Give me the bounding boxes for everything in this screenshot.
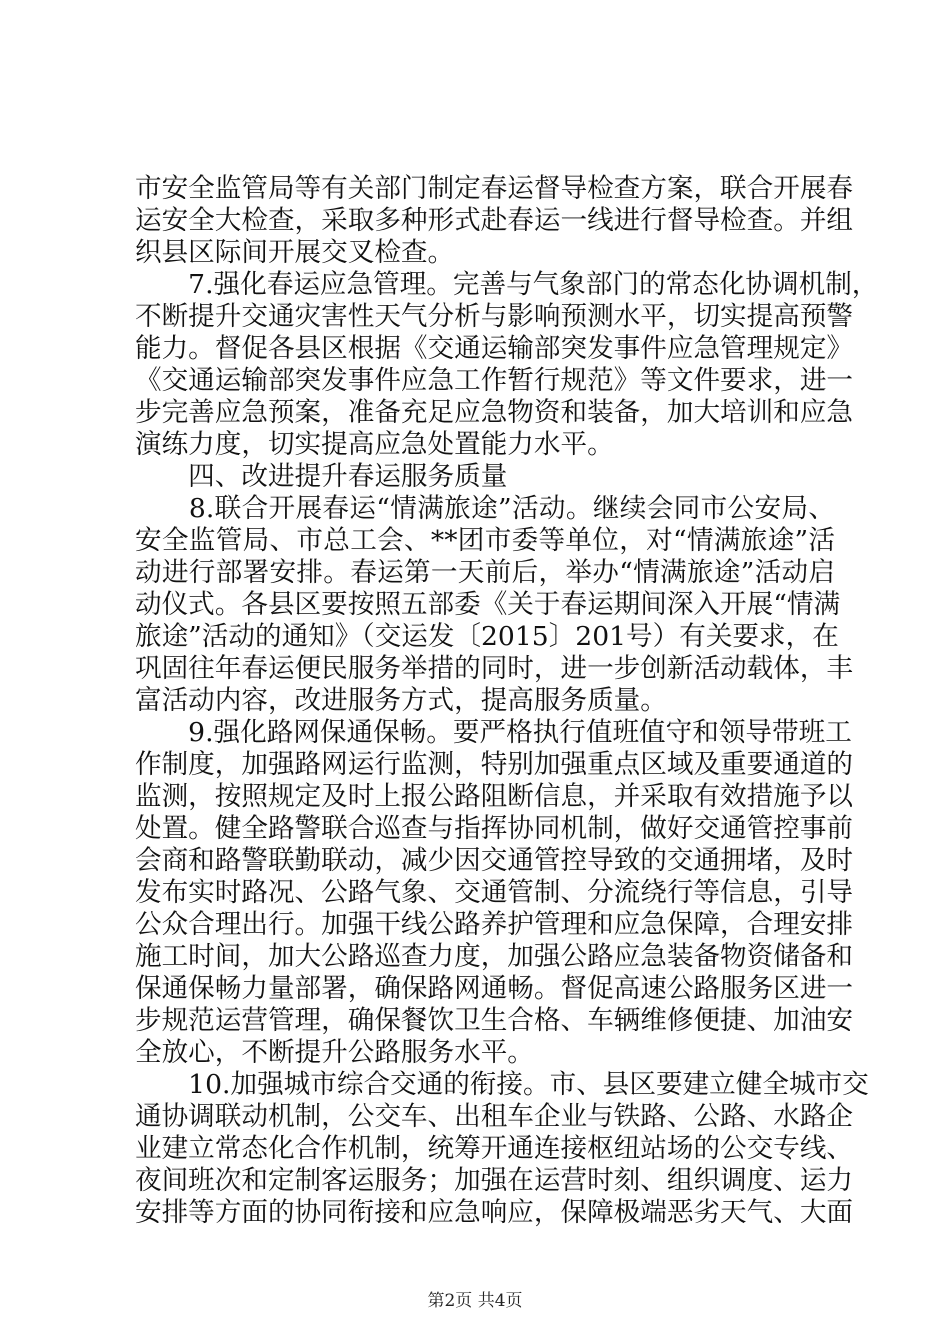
text-line: 会商和路警联勤联动，减少因交通管控导致的交通拥堵，及时 <box>135 845 854 876</box>
text-line: 旅途”活动的通知》（交运发〔2015〕201号）有关要求，在 <box>135 621 839 652</box>
text-line: 10.加强城市综合交通的衔接。市、县区要建立健全城市交 <box>135 1069 869 1100</box>
text-line: 安排等方面的协同衔接和应急响应，保障极端恶劣天气、大面 <box>135 1197 854 1228</box>
text-line: 保通保畅力量部署，确保路网通畅。督促高速公路服务区进一 <box>135 973 854 1004</box>
text-line: 富活动内容，改进服务方式，提高服务质量。 <box>135 685 667 716</box>
text-line: 发布实时路况、公路气象、交通管制、分流绕行等信息，引导 <box>135 877 854 908</box>
text-line: 《交通运输部突发事件应急工作暂行规范》等文件要求，进一 <box>135 365 854 396</box>
text-line: 运安全大检查，采取多种形式赴春运一线进行督导检查。并组 <box>135 205 854 236</box>
text-line: 安全监管局、市总工会、**团市委等单位，对“情满旅途”活 <box>135 525 835 556</box>
text-line: 作制度，加强路网运行监测，特别加强重点区域及重要通道的 <box>135 749 854 780</box>
text-line: 监测，按照规定及时上报公路阻断信息，并采取有效措施予以 <box>135 781 854 812</box>
text-line: 通协调联动机制，公交车、出租车企业与铁路、公路、水路企 <box>135 1101 854 1132</box>
text-line: 夜间班次和定制客运服务；加强在运营时刻、组织调度、运力 <box>135 1165 854 1196</box>
text-line: 7.强化春运应急管理。完善与气象部门的常态化协调机制， <box>135 269 879 300</box>
text-line: 步完善应急预案，准备充足应急物资和装备，加大培训和应急 <box>135 397 854 428</box>
text-line: 步规范运营管理，确保餐饮卫生合格、车辆维修便捷、加油安 <box>135 1005 854 1036</box>
text-line: 演练力度，切实提高应急处置能力水平。 <box>135 429 614 460</box>
text-line: 施工时间，加大公路巡查力度，加强公路应急装备物资储备和 <box>135 941 854 972</box>
text-line: 公众合理出行。加强干线公路养护管理和应急保障，合理安排 <box>135 909 854 940</box>
page-number: 第2页 共4页 <box>427 1291 523 1311</box>
text-line: 动仪式。各县区要按照五部委《关于春运期间深入开展“情满 <box>135 589 841 620</box>
text-line: 织县区际间开展交叉检查。 <box>135 237 455 268</box>
text-line: 动进行部署安排。春运第一天前后，举办“情满旅途”活动启 <box>135 557 835 588</box>
text-line: 巩固往年春运便民服务举措的同时，进一步创新活动载体，丰 <box>135 653 854 684</box>
text-line: 处置。健全路警联合巡查与指挥协同机制，做好交通管控事前 <box>135 813 854 844</box>
text-line: 业建立常态化合作机制，统筹开通连接枢纽站场的公交专线、 <box>135 1133 854 1164</box>
text-line: 不断提升交通灾害性天气分析与影响预测水平，切实提高预警 <box>135 301 854 332</box>
text-line: 8.联合开展春运“情满旅途”活动。继续会同市公安局、 <box>135 493 835 524</box>
text-line: 能力。督促各县区根据《交通运输部突发事件应急管理规定》 <box>135 333 854 364</box>
text-line: 9.强化路网保通保畅。要严格执行值班值守和领导带班工 <box>135 717 852 748</box>
text-line: 全放心，不断提升公路服务水平。 <box>135 1037 534 1068</box>
text-line: 市安全监管局等有关部门制定春运督导检查方案，联合开展春 <box>135 173 854 204</box>
section-heading: 四、改进提升春运服务质量 <box>135 461 508 492</box>
